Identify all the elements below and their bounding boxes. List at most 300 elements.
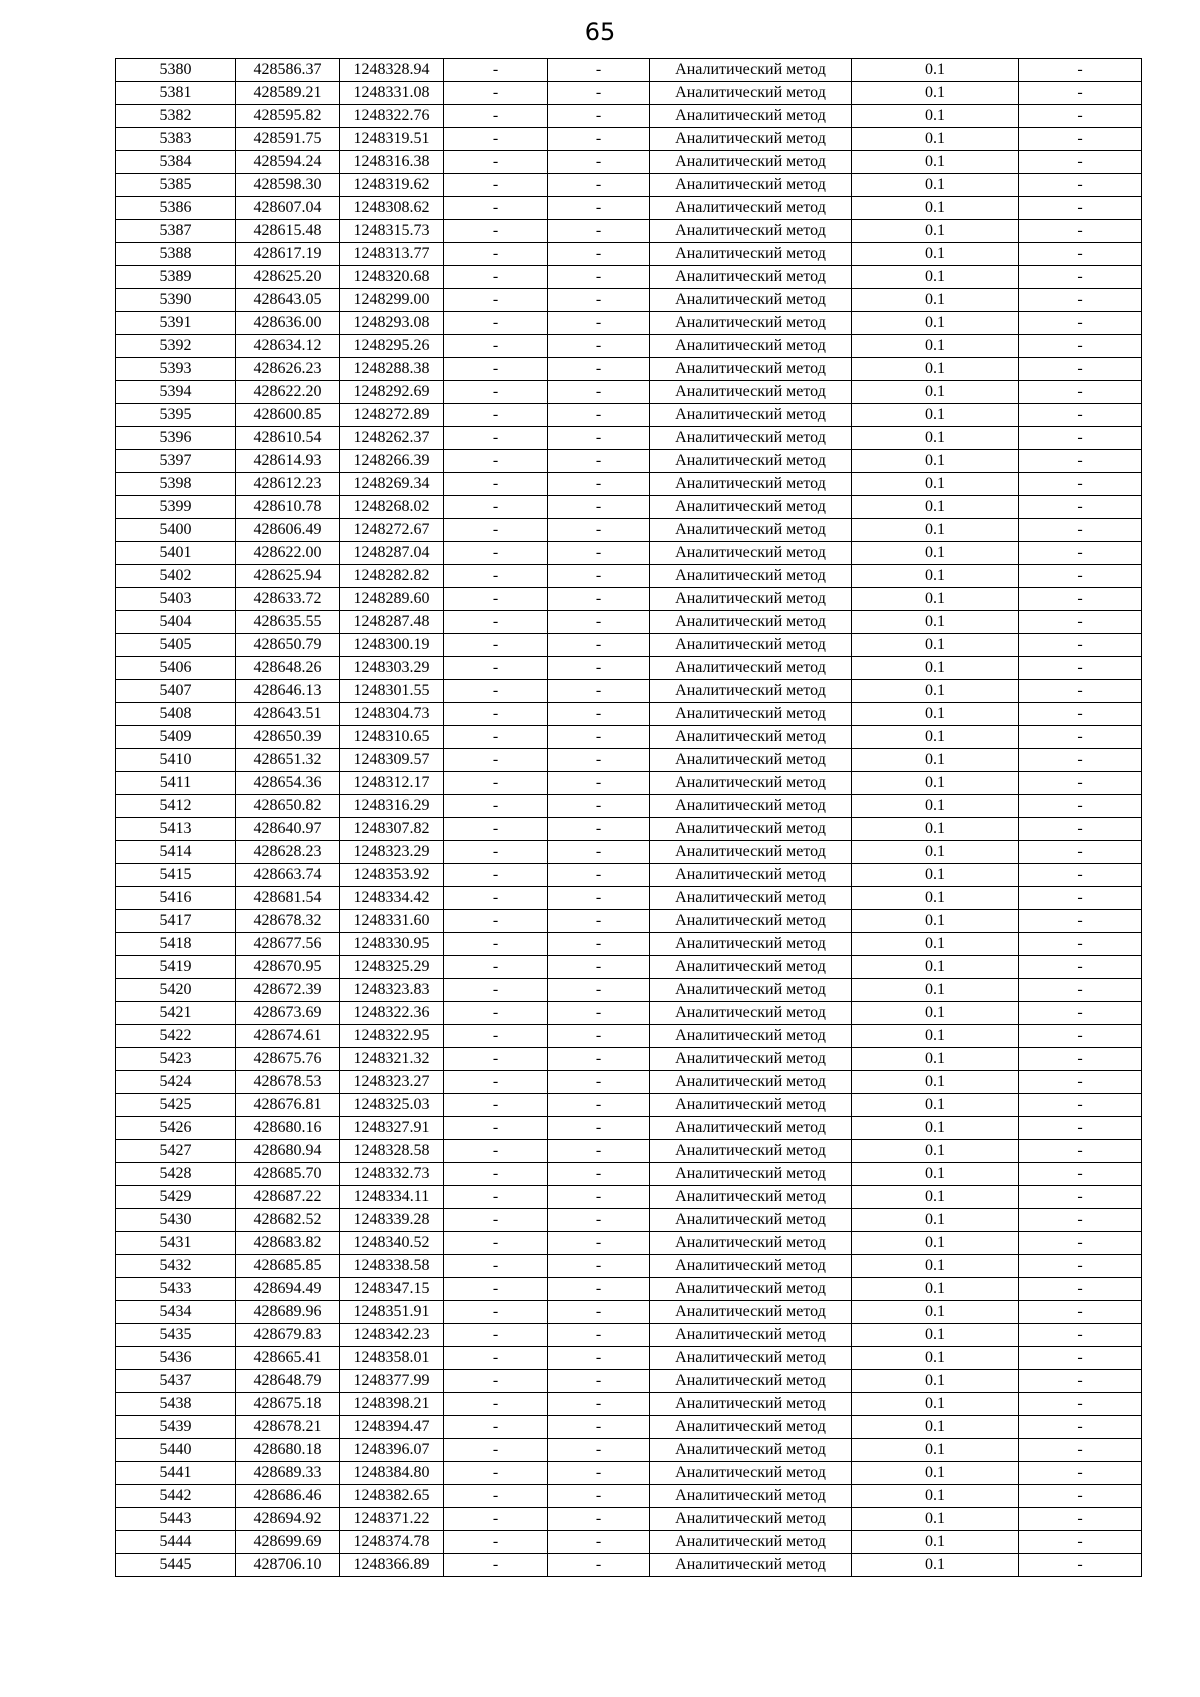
accuracy-cell: 0.1 xyxy=(852,197,1019,220)
empty-value-cell: - xyxy=(548,1370,650,1393)
point-number-cell: 5380 xyxy=(116,59,236,82)
x-coordinate-cell: 428676.81 xyxy=(236,1094,340,1117)
y-coordinate-cell: 1248319.51 xyxy=(340,128,444,151)
y-coordinate-cell: 1248269.34 xyxy=(340,473,444,496)
method-cell: Аналитический метод xyxy=(650,1554,852,1577)
empty-value-cell: - xyxy=(444,312,548,335)
y-coordinate-cell: 1248272.89 xyxy=(340,404,444,427)
table-row xyxy=(116,611,1142,634)
method-cell: Аналитический метод xyxy=(650,1048,852,1071)
table-row xyxy=(116,841,1142,864)
x-coordinate-cell: 428643.51 xyxy=(236,703,340,726)
table-row xyxy=(116,243,1142,266)
empty-value-cell: - xyxy=(444,1531,548,1554)
method-cell: Аналитический метод xyxy=(650,519,852,542)
empty-value-cell: - xyxy=(444,1071,548,1094)
method-cell: Аналитический метод xyxy=(650,956,852,979)
y-coordinate-cell: 1248288.38 xyxy=(340,358,444,381)
empty-value-cell: - xyxy=(548,1439,650,1462)
empty-value-cell: - xyxy=(444,427,548,450)
x-coordinate-cell: 428674.61 xyxy=(236,1025,340,1048)
empty-value-cell: - xyxy=(1019,657,1142,680)
method-cell: Аналитический метод xyxy=(650,588,852,611)
method-cell: Аналитический метод xyxy=(650,243,852,266)
x-coordinate-cell: 428663.74 xyxy=(236,864,340,887)
point-number-cell: 5426 xyxy=(116,1117,236,1140)
x-coordinate-cell: 428679.83 xyxy=(236,1324,340,1347)
point-number-cell: 5408 xyxy=(116,703,236,726)
empty-value-cell: - xyxy=(548,1025,650,1048)
x-coordinate-cell: 428675.76 xyxy=(236,1048,340,1071)
table-row xyxy=(116,933,1142,956)
x-coordinate-cell: 428614.93 xyxy=(236,450,340,473)
table-row xyxy=(116,1347,1142,1370)
point-number-cell: 5439 xyxy=(116,1416,236,1439)
table-row xyxy=(116,1301,1142,1324)
point-number-cell: 5388 xyxy=(116,243,236,266)
empty-value-cell: - xyxy=(444,933,548,956)
empty-value-cell: - xyxy=(1019,1232,1142,1255)
accuracy-cell: 0.1 xyxy=(852,772,1019,795)
accuracy-cell: 0.1 xyxy=(852,1048,1019,1071)
empty-value-cell: - xyxy=(1019,243,1142,266)
method-cell: Аналитический метод xyxy=(650,910,852,933)
point-number-cell: 5434 xyxy=(116,1301,236,1324)
table-row xyxy=(116,427,1142,450)
x-coordinate-cell: 428673.69 xyxy=(236,1002,340,1025)
x-coordinate-cell: 428681.54 xyxy=(236,887,340,910)
empty-value-cell: - xyxy=(548,910,650,933)
x-coordinate-cell: 428680.94 xyxy=(236,1140,340,1163)
empty-value-cell: - xyxy=(444,289,548,312)
accuracy-cell: 0.1 xyxy=(852,266,1019,289)
empty-value-cell: - xyxy=(444,1209,548,1232)
point-number-cell: 5412 xyxy=(116,795,236,818)
empty-value-cell: - xyxy=(548,404,650,427)
empty-value-cell: - xyxy=(548,749,650,772)
table-row xyxy=(116,818,1142,841)
method-cell: Аналитический метод xyxy=(650,680,852,703)
x-coordinate-cell: 428595.82 xyxy=(236,105,340,128)
method-cell: Аналитический метод xyxy=(650,841,852,864)
y-coordinate-cell: 1248292.69 xyxy=(340,381,444,404)
y-coordinate-cell: 1248316.38 xyxy=(340,151,444,174)
method-cell: Аналитический метод xyxy=(650,933,852,956)
table-row xyxy=(116,703,1142,726)
accuracy-cell: 0.1 xyxy=(852,1002,1019,1025)
method-cell: Аналитический метод xyxy=(650,1416,852,1439)
empty-value-cell: - xyxy=(444,174,548,197)
empty-value-cell: - xyxy=(444,1025,548,1048)
y-coordinate-cell: 1248323.27 xyxy=(340,1071,444,1094)
empty-value-cell: - xyxy=(1019,312,1142,335)
accuracy-cell: 0.1 xyxy=(852,910,1019,933)
method-cell: Аналитический метод xyxy=(650,496,852,519)
y-coordinate-cell: 1248338.58 xyxy=(340,1255,444,1278)
accuracy-cell: 0.1 xyxy=(852,1071,1019,1094)
empty-value-cell: - xyxy=(444,404,548,427)
table-row xyxy=(116,634,1142,657)
empty-value-cell: - xyxy=(444,887,548,910)
empty-value-cell: - xyxy=(444,1439,548,1462)
y-coordinate-cell: 1248320.68 xyxy=(340,266,444,289)
empty-value-cell: - xyxy=(444,611,548,634)
table-row xyxy=(116,404,1142,427)
y-coordinate-cell: 1248340.52 xyxy=(340,1232,444,1255)
accuracy-cell: 0.1 xyxy=(852,450,1019,473)
y-coordinate-cell: 1248293.08 xyxy=(340,312,444,335)
method-cell: Аналитический метод xyxy=(650,726,852,749)
table-row xyxy=(116,105,1142,128)
accuracy-cell: 0.1 xyxy=(852,1370,1019,1393)
empty-value-cell: - xyxy=(548,151,650,174)
point-number-cell: 5410 xyxy=(116,749,236,772)
table-row xyxy=(116,1439,1142,1462)
method-cell: Аналитический метод xyxy=(650,404,852,427)
point-number-cell: 5440 xyxy=(116,1439,236,1462)
x-coordinate-cell: 428646.13 xyxy=(236,680,340,703)
empty-value-cell: - xyxy=(444,1163,548,1186)
accuracy-cell: 0.1 xyxy=(852,381,1019,404)
empty-value-cell: - xyxy=(1019,1416,1142,1439)
empty-value-cell: - xyxy=(548,128,650,151)
x-coordinate-cell: 428694.49 xyxy=(236,1278,340,1301)
accuracy-cell: 0.1 xyxy=(852,1278,1019,1301)
table-row xyxy=(116,1393,1142,1416)
point-number-cell: 5399 xyxy=(116,496,236,519)
empty-value-cell: - xyxy=(444,1140,548,1163)
empty-value-cell: - xyxy=(548,588,650,611)
accuracy-cell: 0.1 xyxy=(852,1485,1019,1508)
point-number-cell: 5425 xyxy=(116,1094,236,1117)
point-number-cell: 5383 xyxy=(116,128,236,151)
x-coordinate-cell: 428586.37 xyxy=(236,59,340,82)
x-coordinate-cell: 428678.32 xyxy=(236,910,340,933)
x-coordinate-cell: 428689.96 xyxy=(236,1301,340,1324)
x-coordinate-cell: 428682.52 xyxy=(236,1209,340,1232)
method-cell: Аналитический метод xyxy=(650,1370,852,1393)
x-coordinate-cell: 428622.00 xyxy=(236,542,340,565)
x-coordinate-cell: 428685.70 xyxy=(236,1163,340,1186)
empty-value-cell: - xyxy=(1019,864,1142,887)
x-coordinate-cell: 428650.39 xyxy=(236,726,340,749)
empty-value-cell: - xyxy=(444,818,548,841)
table-row xyxy=(116,59,1142,82)
y-coordinate-cell: 1248316.29 xyxy=(340,795,444,818)
table-row xyxy=(116,1531,1142,1554)
accuracy-cell: 0.1 xyxy=(852,680,1019,703)
x-coordinate-cell: 428610.78 xyxy=(236,496,340,519)
empty-value-cell: - xyxy=(548,1163,650,1186)
empty-value-cell: - xyxy=(1019,519,1142,542)
accuracy-cell: 0.1 xyxy=(852,1508,1019,1531)
empty-value-cell: - xyxy=(548,1485,650,1508)
x-coordinate-cell: 428680.16 xyxy=(236,1117,340,1140)
empty-value-cell: - xyxy=(548,197,650,220)
table-row xyxy=(116,1163,1142,1186)
table-row xyxy=(116,1508,1142,1531)
table-row xyxy=(116,1209,1142,1232)
y-coordinate-cell: 1248322.36 xyxy=(340,1002,444,1025)
method-cell: Аналитический метод xyxy=(650,151,852,174)
x-coordinate-cell: 428650.79 xyxy=(236,634,340,657)
empty-value-cell: - xyxy=(444,565,548,588)
method-cell: Аналитический метод xyxy=(650,1117,852,1140)
method-cell: Аналитический метод xyxy=(650,450,852,473)
empty-value-cell: - xyxy=(548,519,650,542)
empty-value-cell: - xyxy=(444,1485,548,1508)
point-number-cell: 5391 xyxy=(116,312,236,335)
accuracy-cell: 0.1 xyxy=(852,519,1019,542)
x-coordinate-cell: 428625.94 xyxy=(236,565,340,588)
empty-value-cell: - xyxy=(444,841,548,864)
empty-value-cell: - xyxy=(444,1117,548,1140)
x-coordinate-cell: 428625.20 xyxy=(236,266,340,289)
empty-value-cell: - xyxy=(444,795,548,818)
y-coordinate-cell: 1248396.07 xyxy=(340,1439,444,1462)
empty-value-cell: - xyxy=(444,197,548,220)
point-number-cell: 5392 xyxy=(116,335,236,358)
empty-value-cell: - xyxy=(1019,1025,1142,1048)
empty-value-cell: - xyxy=(548,220,650,243)
empty-value-cell: - xyxy=(444,381,548,404)
empty-value-cell: - xyxy=(444,519,548,542)
point-number-cell: 5427 xyxy=(116,1140,236,1163)
table-row xyxy=(116,726,1142,749)
point-number-cell: 5444 xyxy=(116,1531,236,1554)
accuracy-cell: 0.1 xyxy=(852,979,1019,1002)
x-coordinate-cell: 428634.12 xyxy=(236,335,340,358)
empty-value-cell: - xyxy=(444,588,548,611)
point-number-cell: 5393 xyxy=(116,358,236,381)
x-coordinate-cell: 428615.48 xyxy=(236,220,340,243)
table-row xyxy=(116,1048,1142,1071)
y-coordinate-cell: 1248328.94 xyxy=(340,59,444,82)
empty-value-cell: - xyxy=(1019,1301,1142,1324)
empty-value-cell: - xyxy=(1019,1209,1142,1232)
table-row xyxy=(116,1554,1142,1577)
method-cell: Аналитический метод xyxy=(650,542,852,565)
accuracy-cell: 0.1 xyxy=(852,749,1019,772)
x-coordinate-cell: 428591.75 xyxy=(236,128,340,151)
x-coordinate-cell: 428685.85 xyxy=(236,1255,340,1278)
y-coordinate-cell: 1248374.78 xyxy=(340,1531,444,1554)
empty-value-cell: - xyxy=(444,1462,548,1485)
empty-value-cell: - xyxy=(1019,634,1142,657)
x-coordinate-cell: 428699.69 xyxy=(236,1531,340,1554)
empty-value-cell: - xyxy=(444,59,548,82)
accuracy-cell: 0.1 xyxy=(852,933,1019,956)
empty-value-cell: - xyxy=(548,795,650,818)
x-coordinate-cell: 428628.23 xyxy=(236,841,340,864)
empty-value-cell: - xyxy=(444,1232,548,1255)
method-cell: Аналитический метод xyxy=(650,818,852,841)
accuracy-cell: 0.1 xyxy=(852,174,1019,197)
empty-value-cell: - xyxy=(548,427,650,450)
empty-value-cell: - xyxy=(444,1278,548,1301)
method-cell: Аналитический метод xyxy=(650,174,852,197)
point-number-cell: 5396 xyxy=(116,427,236,450)
empty-value-cell: - xyxy=(444,1255,548,1278)
accuracy-cell: 0.1 xyxy=(852,1117,1019,1140)
method-cell: Аналитический метод xyxy=(650,611,852,634)
method-cell: Аналитический метод xyxy=(650,795,852,818)
point-number-cell: 5416 xyxy=(116,887,236,910)
empty-value-cell: - xyxy=(1019,1554,1142,1577)
point-number-cell: 5401 xyxy=(116,542,236,565)
empty-value-cell: - xyxy=(548,565,650,588)
table-row xyxy=(116,1370,1142,1393)
empty-value-cell: - xyxy=(1019,59,1142,82)
y-coordinate-cell: 1248351.91 xyxy=(340,1301,444,1324)
x-coordinate-cell: 428607.04 xyxy=(236,197,340,220)
point-number-cell: 5418 xyxy=(116,933,236,956)
empty-value-cell: - xyxy=(1019,128,1142,151)
y-coordinate-cell: 1248325.29 xyxy=(340,956,444,979)
table-row xyxy=(116,450,1142,473)
y-coordinate-cell: 1248334.11 xyxy=(340,1186,444,1209)
point-number-cell: 5400 xyxy=(116,519,236,542)
empty-value-cell: - xyxy=(548,956,650,979)
y-coordinate-cell: 1248328.58 xyxy=(340,1140,444,1163)
method-cell: Аналитический метод xyxy=(650,1324,852,1347)
empty-value-cell: - xyxy=(1019,151,1142,174)
accuracy-cell: 0.1 xyxy=(852,841,1019,864)
point-number-cell: 5402 xyxy=(116,565,236,588)
empty-value-cell: - xyxy=(1019,1462,1142,1485)
table-row xyxy=(116,473,1142,496)
accuracy-cell: 0.1 xyxy=(852,1209,1019,1232)
table-row xyxy=(116,358,1142,381)
empty-value-cell: - xyxy=(444,1393,548,1416)
point-number-cell: 5394 xyxy=(116,381,236,404)
empty-value-cell: - xyxy=(444,542,548,565)
x-coordinate-cell: 428622.20 xyxy=(236,381,340,404)
empty-value-cell: - xyxy=(1019,358,1142,381)
empty-value-cell: - xyxy=(1019,1531,1142,1554)
empty-value-cell: - xyxy=(1019,1393,1142,1416)
y-coordinate-cell: 1248342.23 xyxy=(340,1324,444,1347)
accuracy-cell: 0.1 xyxy=(852,1347,1019,1370)
empty-value-cell: - xyxy=(548,818,650,841)
empty-value-cell: - xyxy=(548,1508,650,1531)
empty-value-cell: - xyxy=(444,864,548,887)
empty-value-cell: - xyxy=(444,956,548,979)
x-coordinate-cell: 428648.79 xyxy=(236,1370,340,1393)
empty-value-cell: - xyxy=(548,381,650,404)
method-cell: Аналитический метод xyxy=(650,1186,852,1209)
y-coordinate-cell: 1248319.62 xyxy=(340,174,444,197)
x-coordinate-cell: 428672.39 xyxy=(236,979,340,1002)
method-cell: Аналитический метод xyxy=(650,565,852,588)
empty-value-cell: - xyxy=(1019,1071,1142,1094)
point-number-cell: 5389 xyxy=(116,266,236,289)
table-row xyxy=(116,1462,1142,1485)
accuracy-cell: 0.1 xyxy=(852,1393,1019,1416)
point-number-cell: 5415 xyxy=(116,864,236,887)
y-coordinate-cell: 1248303.29 xyxy=(340,657,444,680)
empty-value-cell: - xyxy=(548,1301,650,1324)
x-coordinate-cell: 428626.23 xyxy=(236,358,340,381)
x-coordinate-cell: 428651.32 xyxy=(236,749,340,772)
accuracy-cell: 0.1 xyxy=(852,1462,1019,1485)
y-coordinate-cell: 1248398.21 xyxy=(340,1393,444,1416)
empty-value-cell: - xyxy=(444,358,548,381)
point-number-cell: 5409 xyxy=(116,726,236,749)
table-row xyxy=(116,1416,1142,1439)
empty-value-cell: - xyxy=(444,1416,548,1439)
y-coordinate-cell: 1248358.01 xyxy=(340,1347,444,1370)
empty-value-cell: - xyxy=(548,726,650,749)
x-coordinate-cell: 428650.82 xyxy=(236,795,340,818)
point-number-cell: 5424 xyxy=(116,1071,236,1094)
empty-value-cell: - xyxy=(444,634,548,657)
empty-value-cell: - xyxy=(444,1554,548,1577)
table-row xyxy=(116,565,1142,588)
empty-value-cell: - xyxy=(548,933,650,956)
point-number-cell: 5390 xyxy=(116,289,236,312)
x-coordinate-cell: 428686.46 xyxy=(236,1485,340,1508)
y-coordinate-cell: 1248307.82 xyxy=(340,818,444,841)
empty-value-cell: - xyxy=(444,220,548,243)
empty-value-cell: - xyxy=(1019,427,1142,450)
empty-value-cell: - xyxy=(1019,1508,1142,1531)
y-coordinate-cell: 1248384.80 xyxy=(340,1462,444,1485)
empty-value-cell: - xyxy=(1019,404,1142,427)
empty-value-cell: - xyxy=(548,1462,650,1485)
empty-value-cell: - xyxy=(548,772,650,795)
method-cell: Аналитический метод xyxy=(650,59,852,82)
method-cell: Аналитический метод xyxy=(650,864,852,887)
y-coordinate-cell: 1248371.22 xyxy=(340,1508,444,1531)
y-coordinate-cell: 1248299.00 xyxy=(340,289,444,312)
table-row xyxy=(116,956,1142,979)
accuracy-cell: 0.1 xyxy=(852,289,1019,312)
method-cell: Аналитический метод xyxy=(650,220,852,243)
method-cell: Аналитический метод xyxy=(650,197,852,220)
accuracy-cell: 0.1 xyxy=(852,1439,1019,1462)
point-number-cell: 5429 xyxy=(116,1186,236,1209)
accuracy-cell: 0.1 xyxy=(852,1255,1019,1278)
empty-value-cell: - xyxy=(1019,772,1142,795)
empty-value-cell: - xyxy=(1019,818,1142,841)
point-number-cell: 5420 xyxy=(116,979,236,1002)
point-number-cell: 5433 xyxy=(116,1278,236,1301)
point-number-cell: 5398 xyxy=(116,473,236,496)
y-coordinate-cell: 1248382.65 xyxy=(340,1485,444,1508)
point-number-cell: 5432 xyxy=(116,1255,236,1278)
x-coordinate-cell: 428610.54 xyxy=(236,427,340,450)
point-number-cell: 5419 xyxy=(116,956,236,979)
y-coordinate-cell: 1248295.26 xyxy=(340,335,444,358)
method-cell: Аналитический метод xyxy=(650,749,852,772)
y-coordinate-cell: 1248272.67 xyxy=(340,519,444,542)
x-coordinate-cell: 428678.53 xyxy=(236,1071,340,1094)
empty-value-cell: - xyxy=(548,358,650,381)
y-coordinate-cell: 1248339.28 xyxy=(340,1209,444,1232)
point-number-cell: 5404 xyxy=(116,611,236,634)
empty-value-cell: - xyxy=(548,312,650,335)
accuracy-cell: 0.1 xyxy=(852,887,1019,910)
empty-value-cell: - xyxy=(1019,1117,1142,1140)
point-number-cell: 5395 xyxy=(116,404,236,427)
accuracy-cell: 0.1 xyxy=(852,1554,1019,1577)
x-coordinate-cell: 428617.19 xyxy=(236,243,340,266)
x-coordinate-cell: 428687.22 xyxy=(236,1186,340,1209)
method-cell: Аналитический метод xyxy=(650,335,852,358)
y-coordinate-cell: 1248321.32 xyxy=(340,1048,444,1071)
table-row xyxy=(116,1117,1142,1140)
